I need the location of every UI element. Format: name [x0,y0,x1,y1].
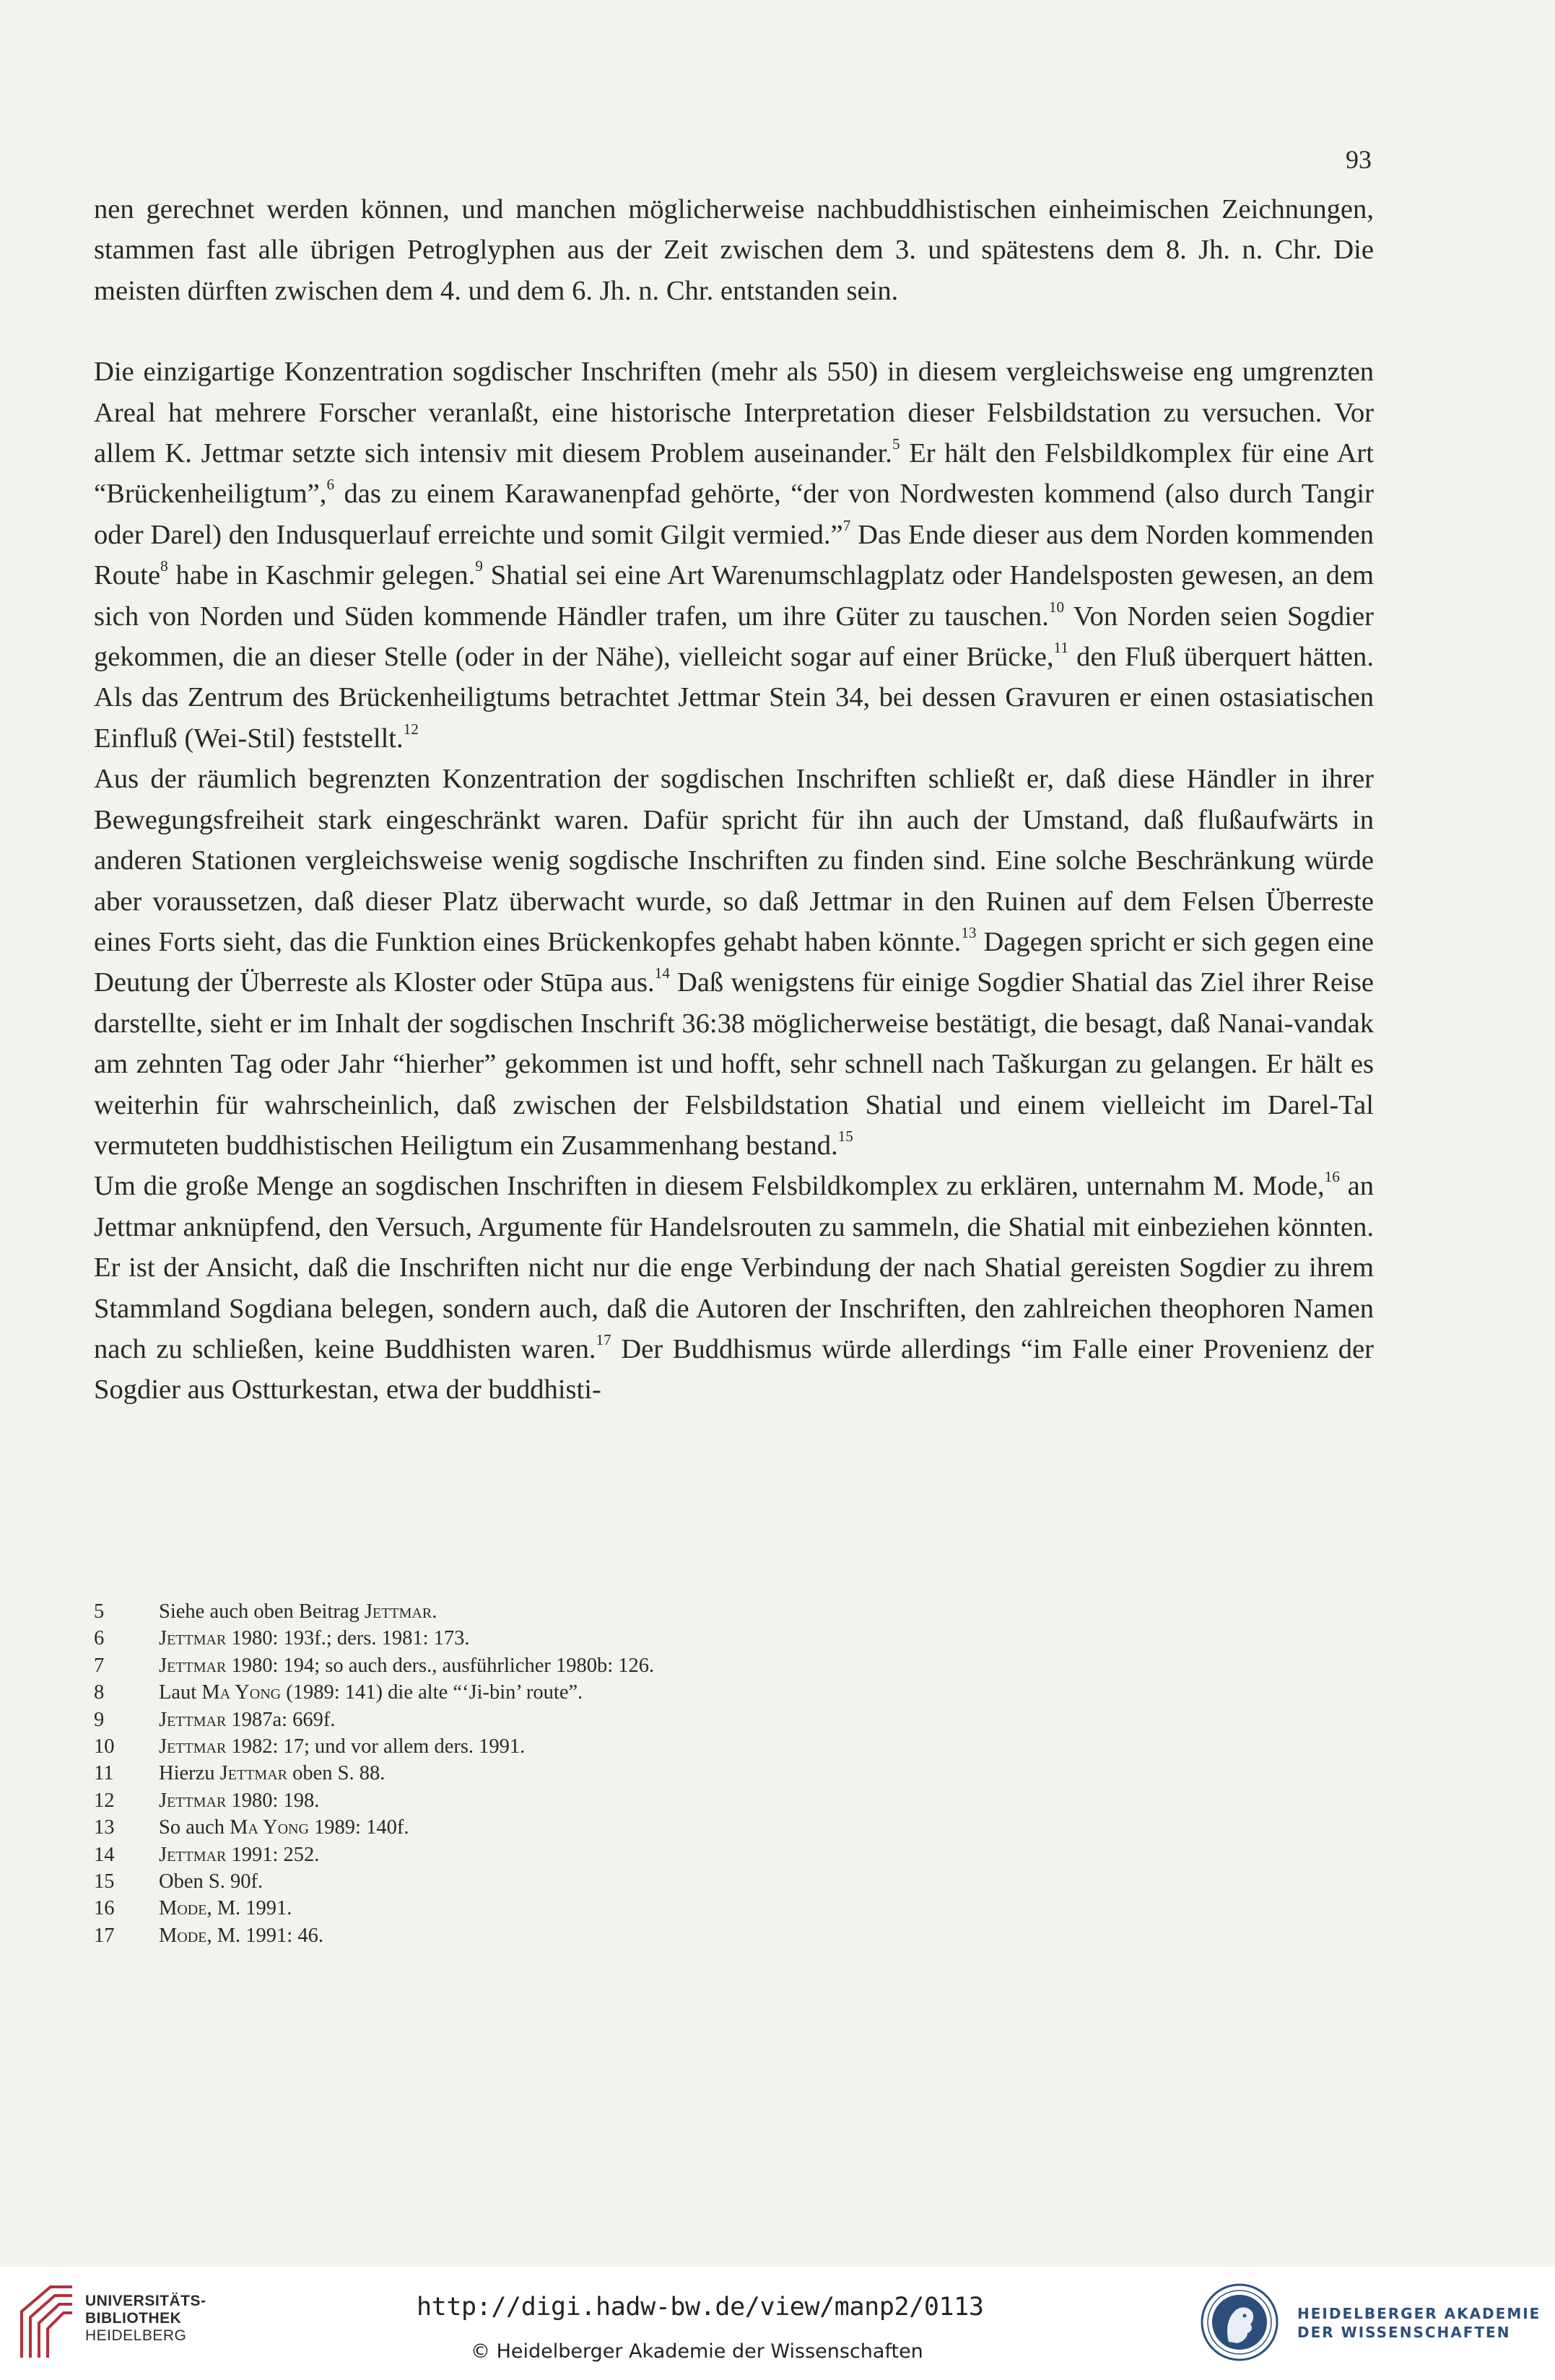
ub-line-2: BIBLIOTHEK [85,2310,182,2327]
footnote-number: 7 [94,1654,105,1677]
footnote [94,1922,960,1949]
ub-line-1: UNIVERSITÄTS- [85,2293,206,2309]
hadw-line-1: HEIDELBERGER AKADEMIE [1297,2305,1541,2322]
footnote [94,1625,960,1652]
footnote [94,1706,960,1733]
footnote-text: Jettmar 1982: 17; und vor allem ders. 1991. [159,1735,526,1758]
page-footer [0,2267,1555,2380]
footnote-text: Siehe auch oben Beitrag Jettmar. [159,1600,437,1623]
footnote [94,1787,960,1814]
footnote-number: 17 [94,1924,115,1947]
footnote-number: 5 [94,1600,105,1623]
footer-url-link[interactable]: http://digi.hadw-bw.de/view/manp2/0113 [417,2293,984,2322]
footnote-number: 12 [94,1789,115,1812]
footnote-text: Hierzu Jettmar oben S. 88. [159,1762,386,1785]
footnote [94,1895,960,1922]
body-text [94,189,1374,1411]
footnote-text: Mode, M. 1991. [159,1897,292,1920]
footnote [94,1868,960,1895]
ub-logo-icon [14,2283,77,2362]
footnote [94,1652,960,1679]
footnote-text: Jettmar 1980: 193f.; ders. 1981: 173. [159,1627,470,1650]
ub-line-3: HEIDELBERG [85,2327,187,2344]
footnote-text: Jettmar 1991: 252. [159,1843,320,1866]
footnote-text: Oben S. 90f. [159,1870,263,1893]
footnote-text: Laut Ma Yong (1989: 141) die alte “‘Ji-bin’ route”. [159,1681,583,1704]
academy-seal-icon [1200,2283,1279,2362]
footnote-text: Jettmar 1980: 198. [159,1789,320,1812]
footnote-number: 15 [94,1870,115,1893]
paragraph: Aus der räumlich begrenzten Konzentration der sogdischen Inschriften schließt er, daß diese Händler in ihrer Bewegungsfreiheit stark eingeschränkt waren. Dafür spricht für ihn auch der Umstand, daß flußaufwärts in anderen Stationen vergleichsweise wenig sogdische Inschriften zu finden sind. Eine solche Beschränkung würde aber voraussetzen, daß dieser Platz überwacht wurde, so daß Jettmar in den Ruinen auf dem Felsen Überreste eines Forts sieht, das die Funktion eines Brückenkopfes gehabt haben könnte.$^{13}$ Dagegen spricht er sich gegen eine Deutung der Überreste als Kloster oder Stūpa aus.$^{14}$ Daß wenigstens für einige Sogdier Shatial das Ziel ihrer Reise darstellte, sieht er im Inhalt der sogdischen Inschrift 36:38 möglicherweise bestätigt, die besagt, daß Nanai-vandak am zehnten Tag oder Jahr “hierher” gekommen ist und hofft, sehr schnell nach Taškurgan zu gelangen. Er hält es weiterhin für wahrscheinlich, daß zwischen der Felsbildstation Shatial und einem vielleicht im Darel-Tal vermuteten buddhistischen Heiligtum ein Zusammenhang bestand.$^{15}$ [94,764,1374,1161]
footnote-number: 8 [94,1681,105,1704]
footnote-number: 14 [94,1843,115,1866]
footnote [94,1760,960,1787]
paragraph: Um die große Menge an sogdischen Inschriften in diesem Felsbildkomplex zu erklären, unternahm M. Mode,$^{16}$ an Jettmar anknüpfend, den Versuch, Argumente für Handelsrouten zu sammeln, die Shatial mit einbeziehen könnten. Er ist der Ansicht, daß die Inschriften nicht nur die enge Verbindung der nach Shatial gereisten Sogdier zu ihrem Stammland Sogdiana belegen, sondern auch, daß die Autoren der Inschriften, den zahlreichen theophoren Namen nach zu schließen, keine Buddhisten waren.$^{17}$ Der Buddhismus würde allerdings “im Falle einer Provenienz der Sogdier aus Ostturkestan, etwa der buddhisti- [94,1168,1374,1405]
hadw-line-2: DER WISSENSCHAFTEN [1297,2324,1511,2341]
footnote-number: 6 [94,1627,105,1650]
footnote-number: 9 [94,1708,105,1731]
ub-wordmark [85,2293,206,2345]
footnote-number: 13 [94,1816,115,1839]
footnote [94,1841,960,1868]
footnote-number: 16 [94,1897,115,1920]
footnote-text: Jettmar 1980: 194; so auch ders., ausführlicher 1980b: 126. [159,1654,655,1677]
footnote-text: Mode, M. 1991: 46. [159,1924,323,1947]
footnote-text: Jettmar 1987a: 669f. [159,1708,336,1731]
footer-copyright: © Heidelberger Akademie der Wissenschaften [471,2340,923,2363]
footnote-number: 11 [94,1762,114,1785]
footnote [94,1679,960,1706]
footnote [94,1598,960,1625]
footnote-number: 10 [94,1735,115,1758]
footnote [94,1733,960,1760]
paragraph: nen gerechnet werden können, und manchen möglicherweise nachbuddhistischen einheimischen Zeichnungen, stammen fast alle übrigen Petroglyphen aus der Zeit zwischen dem 3. und spätestens dem 8. Jh. n. Chr. Die meisten dürften zwischen dem 4. und dem 6. Jh. n. Chr. entstanden sein. [94,194,1374,306]
footnotes [94,1598,960,1949]
footnote [94,1814,960,1841]
page-number: 93 [1346,145,1372,174]
paragraph: Die einzigartige Konzentration sogdischer Inschriften (mehr als 550) in diesem vergleichsweise eng umgrenzten Areal hat mehrere Forscher veranlaßt, eine historische Interpretation dieser Felsbildstation zu versuchen. Vor allem K. Jettmar setzte sich intensiv mit diesem Problem auseinander.$^5$ Er hält den Felsbildkomplex für eine Art “Brückenheiligtum”,$^6$ das zu einem Karawanenpfad gehörte, “der von Nordwesten kommend (also durch Tangir oder Darel) den Indusquerlauf erreichte und somit Gilgit vermied.”$^7$ Das Ende dieser aus dem Norden kommenden Route$^8$ habe in Kaschmir gelegen.$^9$ Shatial sei eine Art Warenumschlagplatz oder Handelsposten gewesen, an dem sich von Norden und Süden kommende Händler trafen, um ihre Güter zu tauschen.$^{10}$ Von Norden seien Sogdier gekommen, die an dieser Stelle (oder in der Nähe), vielleicht sogar auf einer Brücke,$^{11}$ den Fluß überquert hätten. Als das Zentrum des Brückenheiligtums betrachtet Jettmar Stein 34, bei dessen Gravuren er einen ostasiatischen Einfluß (Wei-Stil) feststellt.$^{12}$ [94,357,1374,754]
footnote-text: So auch Ma Yong 1989: 140f. [159,1816,409,1839]
hadw-wordmark [1297,2304,1541,2342]
